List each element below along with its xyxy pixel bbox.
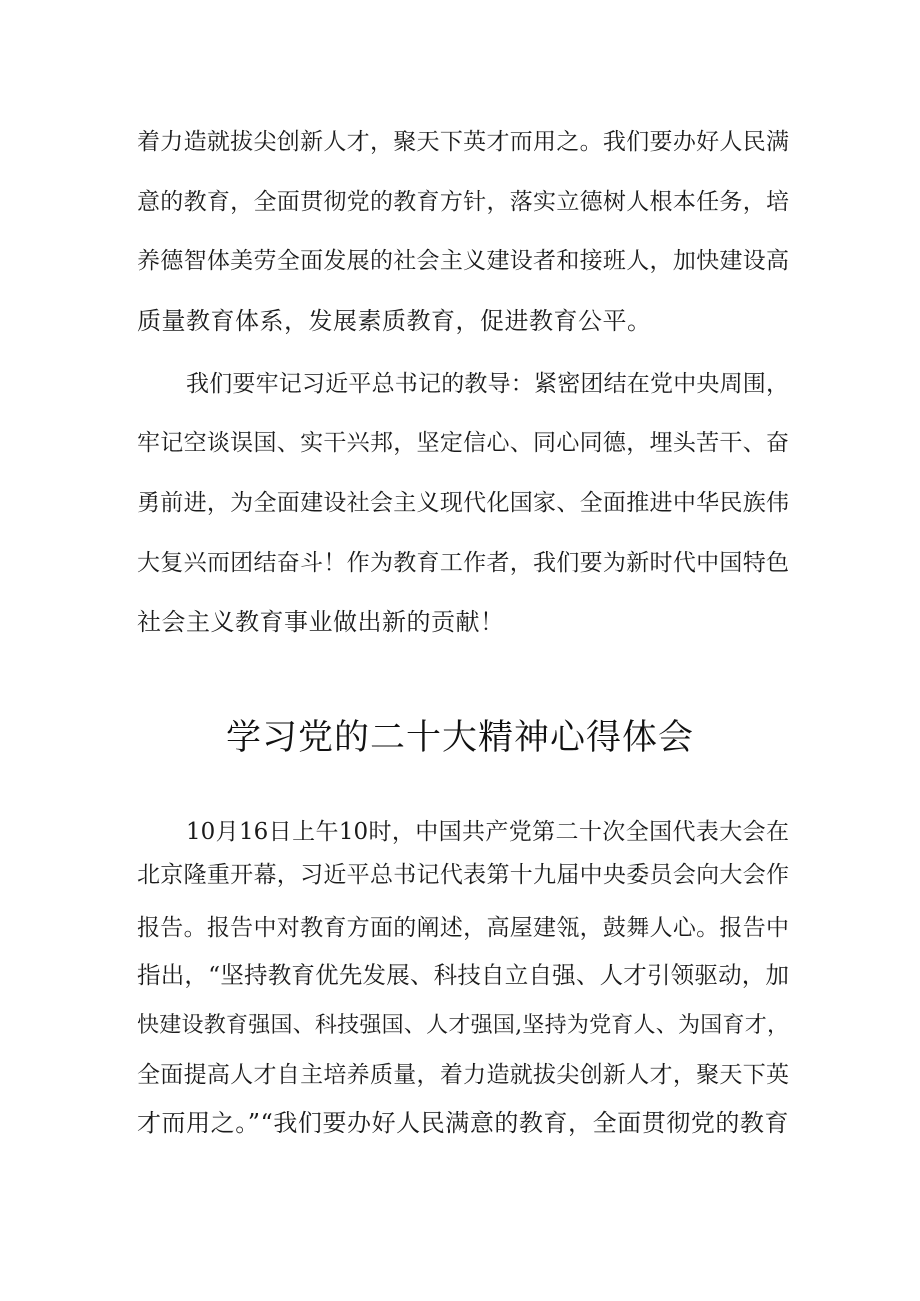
paragraph-line: 北京隆重开幕，习近平总书记代表第十九届中央委员会向大会作 [137,862,789,888]
paragraph-line: 才而用之。”“我们要办好人民满意的教育，全面贯彻党的教育 [137,1109,789,1137]
paragraph-line: 大复兴而团结奋斗！作为教育工作者，我们要为新时代中国特色 [137,550,789,576]
paragraph-line: 社会主义教育事业做出新的贡献！ [137,608,505,636]
paragraph-line: 我们要牢记习近平总书记的教导：紧密团结在党中央周围， [186,371,789,397]
paragraph-line: 快建设教育强国、科技强国、人才强国,坚持为党育人、为国育才， [137,1013,789,1038]
paragraph-line: 质量教育体系，发展素质教育，促进教育公平。 [137,307,652,335]
paragraph-line: 牢记空谈误国、实干兴邦，坚定信心、同心同德，埋头苦干、奋 [137,430,789,456]
paragraph-line: 勇前进，为全面建设社会主义现代化国家、全面推进中华民族伟 [137,490,789,516]
paragraph-line: 指出，“坚持教育优先发展、科技自立自强、人才引领驱动，加 [137,961,789,989]
paragraph-line: 着力造就拔尖创新人才，聚天下英才而用之。我们要办好人民满 [137,129,789,155]
paragraph-line: 意的教育，全面贯彻党的教育方针，落实立德树人根本任务，培 [137,189,789,215]
paragraph-line: 养德智体美劳全面发展的社会主义建设者和接班人，加快建设高 [137,248,789,274]
paragraph-line: 全面提高人才自主培养质量，着力造就拔尖创新人才，聚天下英 [137,1062,789,1088]
paragraph-line: 报告。报告中对教育方面的阐述，高屋建瓴，鼓舞人心。报告中 [137,915,789,941]
section-title: 学习党的二十大精神心得体会 [225,718,694,758]
paragraph-line: 10月16日上午10时，中国共产党第二十次全国代表大会在 [186,819,789,845]
